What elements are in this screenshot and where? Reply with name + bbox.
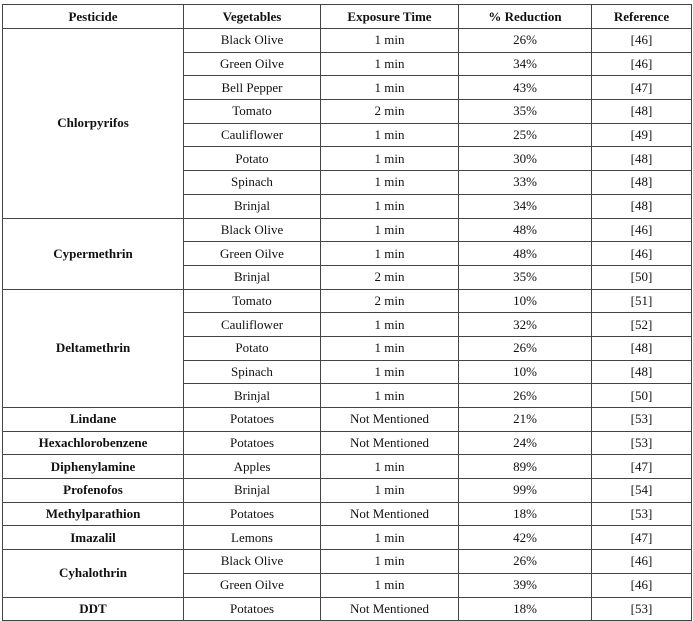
reduction-cell: 18% [459,502,592,526]
pesticide-cell: Chlorpyrifos [3,29,184,219]
exposure-time-cell: 2 min [321,289,459,313]
reference-cell: [50] [592,384,692,408]
reduction-cell: 35% [459,100,592,124]
exposure-time-cell: 2 min [321,265,459,289]
reduction-cell: 10% [459,289,592,313]
reference-cell: [49] [592,123,692,147]
header-pesticide: Pesticide [3,5,184,29]
reference-cell: [48] [592,336,692,360]
pesticide-cell: DDT [3,597,184,621]
header-vegetables: Vegetables [184,5,321,29]
reference-cell: [52] [592,313,692,337]
vegetable-cell: Potato [184,147,321,171]
reduction-cell: 89% [459,455,592,479]
vegetable-cell: Potatoes [184,408,321,432]
reduction-cell: 21% [459,408,592,432]
reduction-cell: 32% [459,313,592,337]
table-row [3,550,692,574]
reduction-cell: 99% [459,479,592,503]
pesticide-cell: Cyhalothrin [3,550,184,597]
vegetable-cell: Black Olive [184,218,321,242]
vegetable-cell: Green Oilve [184,52,321,76]
exposure-time-cell: 1 min [321,455,459,479]
vegetable-cell: Black Olive [184,550,321,574]
reference-cell: [46] [592,573,692,597]
reference-cell: [48] [592,100,692,124]
reference-cell: [48] [592,360,692,384]
vegetable-cell: Green Oilve [184,573,321,597]
table-row [3,289,692,313]
reference-cell: [53] [592,502,692,526]
exposure-time-cell: 1 min [321,526,459,550]
exposure-time-cell: 1 min [321,76,459,100]
exposure-time-cell: 1 min [321,336,459,360]
reference-cell: [48] [592,147,692,171]
header-reference: Reference [592,5,692,29]
reduction-cell: 42% [459,526,592,550]
table-row [3,29,692,53]
reduction-cell: 26% [459,336,592,360]
exposure-time-cell: 1 min [321,147,459,171]
pesticide-cell: Diphenylamine [3,455,184,479]
vegetable-cell: Apples [184,455,321,479]
table-row [3,502,692,526]
exposure-time-cell: 1 min [321,52,459,76]
reduction-cell: 24% [459,431,592,455]
exposure-time-cell: Not Mentioned [321,597,459,621]
reference-cell: [46] [592,29,692,53]
table-row [3,479,692,503]
table-row [3,597,692,621]
header-reduction: % Reduction [459,5,592,29]
exposure-time-cell: 1 min [321,171,459,195]
reduction-cell: 48% [459,242,592,266]
pesticide-cell: Hexachlorobenzene [3,431,184,455]
pesticide-cell: Deltamethrin [3,289,184,407]
exposure-time-cell: 1 min [321,384,459,408]
vegetable-cell: Black Olive [184,29,321,53]
reference-cell: [46] [592,52,692,76]
vegetable-cell: Green Oilve [184,242,321,266]
exposure-time-cell: 1 min [321,550,459,574]
exposure-time-cell: 1 min [321,123,459,147]
vegetable-cell: Potatoes [184,597,321,621]
reduction-cell: 34% [459,52,592,76]
reduction-cell: 34% [459,194,592,218]
table-row [3,526,692,550]
exposure-time-cell: 1 min [321,360,459,384]
reduction-cell: 26% [459,384,592,408]
table-header-row [3,5,692,29]
table-row [3,408,692,432]
vegetable-cell: Brinjal [184,384,321,408]
reference-cell: [51] [592,289,692,313]
reference-cell: [47] [592,76,692,100]
vegetable-cell: Cauliflower [184,313,321,337]
reduction-cell: 48% [459,218,592,242]
reduction-cell: 35% [459,265,592,289]
vegetable-cell: Brinjal [184,265,321,289]
exposure-time-cell: 2 min [321,100,459,124]
pesticide-cell: Cypermethrin [3,218,184,289]
vegetable-cell: Brinjal [184,479,321,503]
reduction-cell: 30% [459,147,592,171]
exposure-time-cell: 1 min [321,218,459,242]
exposure-time-cell: 1 min [321,194,459,218]
reduction-cell: 18% [459,597,592,621]
reference-cell: [47] [592,455,692,479]
exposure-time-cell: 1 min [321,242,459,266]
pesticide-cell: Lindane [3,408,184,432]
pesticide-cell: Imazalil [3,526,184,550]
vegetable-cell: Potato [184,336,321,360]
reference-cell: [48] [592,171,692,195]
vegetable-cell: Tomato [184,100,321,124]
vegetable-cell: Brinjal [184,194,321,218]
reduction-cell: 39% [459,573,592,597]
reference-cell: [53] [592,597,692,621]
table-body [3,29,692,621]
reference-cell: [53] [592,408,692,432]
reference-cell: [54] [592,479,692,503]
exposure-time-cell: Not Mentioned [321,431,459,455]
reduction-cell: 26% [459,550,592,574]
reduction-cell: 33% [459,171,592,195]
exposure-time-cell: 1 min [321,29,459,53]
vegetable-cell: Lemons [184,526,321,550]
exposure-time-cell: 1 min [321,313,459,337]
vegetable-cell: Spinach [184,171,321,195]
reference-cell: [48] [592,194,692,218]
reference-cell: [53] [592,431,692,455]
table-row [3,431,692,455]
reduction-cell: 10% [459,360,592,384]
vegetable-cell: Spinach [184,360,321,384]
reference-cell: [46] [592,242,692,266]
vegetable-cell: Tomato [184,289,321,313]
vegetable-cell: Potatoes [184,431,321,455]
table-row [3,218,692,242]
exposure-time-cell: Not Mentioned [321,408,459,432]
reduction-cell: 26% [459,29,592,53]
vegetable-cell: Cauliflower [184,123,321,147]
reduction-cell: 25% [459,123,592,147]
reference-cell: [46] [592,218,692,242]
reference-cell: [46] [592,550,692,574]
exposure-time-cell: 1 min [321,573,459,597]
exposure-time-cell: 1 min [321,479,459,503]
vegetable-cell: Bell Pepper [184,76,321,100]
header-exposure-time: Exposure Time [321,5,459,29]
reference-cell: [47] [592,526,692,550]
pesticide-reduction-table [2,4,692,621]
exposure-time-cell: Not Mentioned [321,502,459,526]
pesticide-cell: Methylparathion [3,502,184,526]
reference-cell: [50] [592,265,692,289]
vegetable-cell: Potatoes [184,502,321,526]
pesticide-cell: Profenofos [3,479,184,503]
reduction-cell: 43% [459,76,592,100]
table-row [3,455,692,479]
